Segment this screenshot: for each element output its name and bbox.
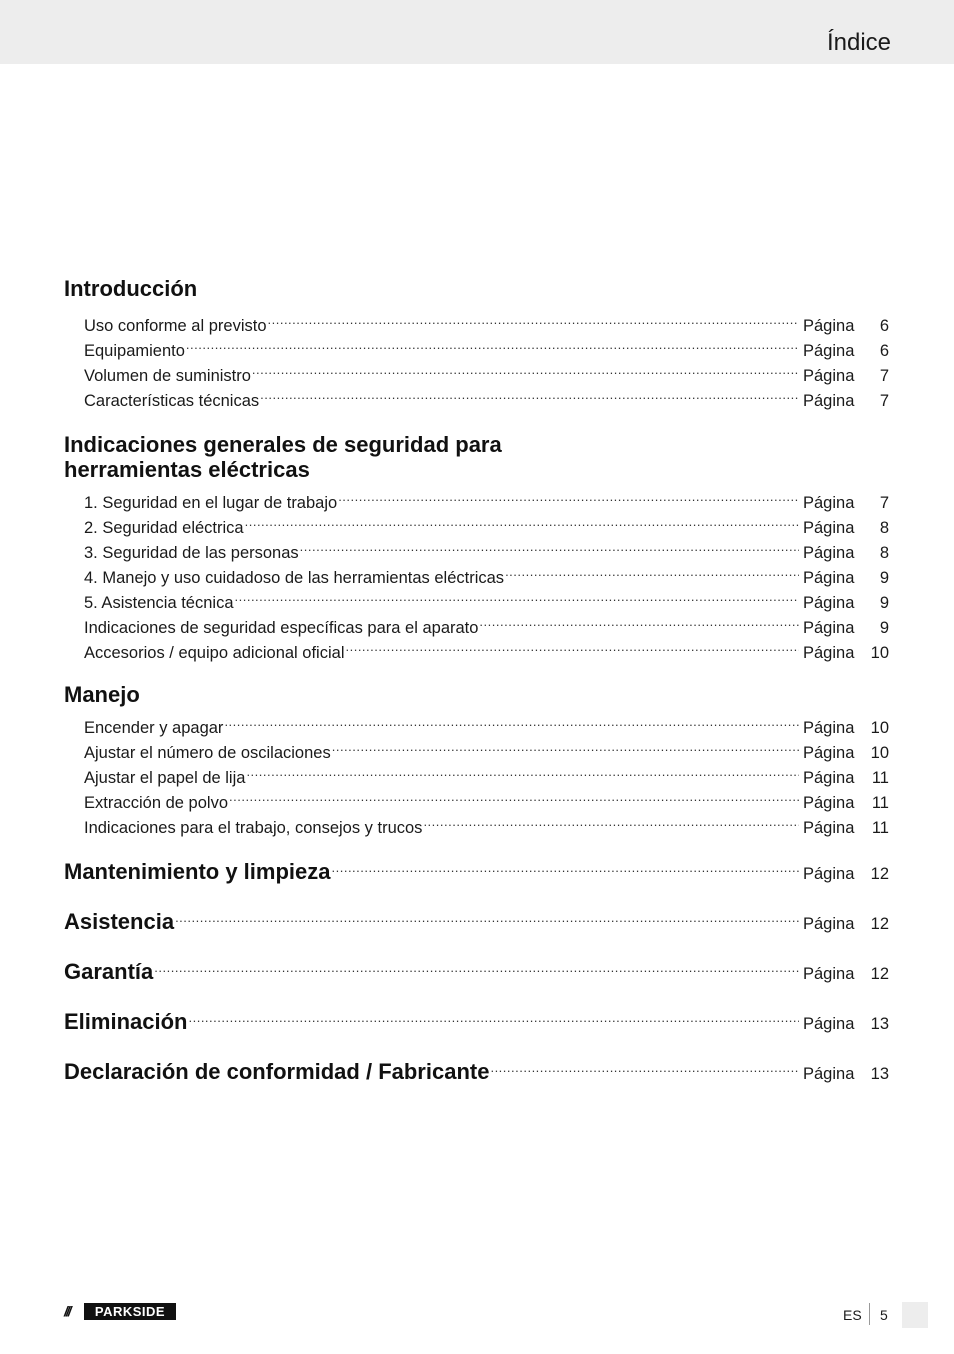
toc-entry-label: Volumen de suministro <box>84 367 251 385</box>
section-title-line: herramientas eléctricas <box>64 457 310 482</box>
dot-leader <box>345 633 799 658</box>
dot-leader <box>268 306 800 331</box>
dot-leader <box>229 783 799 808</box>
logo-wordmark: PARKSIDE <box>84 1303 176 1320</box>
toc-main-entry-label: Declaración de conformidad / Fabricante <box>64 1059 490 1084</box>
page-word: Página <box>803 594 855 612</box>
page-word: Página <box>803 644 855 662</box>
dot-leader <box>260 381 799 406</box>
toc-entry-label: Ajustar el número de oscilaciones <box>84 744 331 762</box>
page-number: 6 <box>879 342 889 360</box>
page-word: Página <box>803 342 855 360</box>
toc-main-entry-label: Eliminación <box>64 1009 188 1034</box>
page-number: 12 <box>870 965 889 983</box>
toc-main-entry[interactable] <box>64 901 889 933</box>
toc-entry-label: Encender y apagar <box>84 719 224 737</box>
footer-tab-marker <box>902 1302 928 1328</box>
toc-entry-label: 2. Seguridad eléctrica <box>84 519 244 537</box>
toc-entry[interactable] <box>84 356 889 385</box>
page-word: Página <box>803 794 855 812</box>
section-title-manejo: Manejo <box>64 682 140 707</box>
dot-leader <box>186 331 799 356</box>
page-title: Índice <box>826 29 891 56</box>
page-number: 10 <box>870 744 889 762</box>
page-number: 6 <box>879 317 889 335</box>
toc-entry-label: 5. Asistencia técnica <box>84 594 234 612</box>
header-band <box>0 0 954 64</box>
page-word: Página <box>803 1065 855 1083</box>
toc-entry-label: 3. Seguridad de las personas <box>84 544 299 562</box>
page-word: Página <box>803 965 855 983</box>
toc-entry-label: Ajustar el papel de lija <box>84 769 246 787</box>
page-word: Página <box>803 1015 855 1033</box>
logo-slashes: /// <box>64 1303 70 1319</box>
toc-main-entry-label: Garantía <box>64 959 154 984</box>
page-word: Página <box>803 519 855 537</box>
section-entries-seguridad <box>84 483 889 662</box>
page-number: 11 <box>871 819 889 837</box>
page-number: 12 <box>870 865 889 883</box>
page-number: 9 <box>879 569 889 587</box>
dot-leader <box>252 356 799 381</box>
dot-leader <box>235 583 800 608</box>
dot-leader <box>246 758 799 783</box>
parkside-logo <box>64 1303 176 1320</box>
toc-entry[interactable] <box>84 331 889 360</box>
toc-entry[interactable] <box>84 483 889 512</box>
section-entries-manejo <box>84 708 889 837</box>
page-number: 10 <box>870 644 889 662</box>
dot-leader <box>479 608 799 633</box>
table-of-contents <box>64 276 889 1083</box>
toc-main-entry[interactable] <box>64 1051 889 1083</box>
footer-language-code: ES <box>843 1307 862 1323</box>
page-number: 13 <box>870 1065 889 1083</box>
section-title-line: Indicaciones generales de seguridad para <box>64 432 502 457</box>
page-number: 8 <box>879 519 889 537</box>
toc-entry-label: Uso conforme al previsto <box>84 317 267 335</box>
page-number: 12 <box>870 915 889 933</box>
page-number: 11 <box>871 769 889 787</box>
toc-entry-label: 1. Seguridad en el lugar de trabajo <box>84 494 338 512</box>
page-word: Página <box>803 317 855 335</box>
page-number: 7 <box>879 367 889 385</box>
page-number: 9 <box>879 594 889 612</box>
page-number: 9 <box>879 619 889 637</box>
page-word: Página <box>803 569 855 587</box>
toc-main-entry[interactable] <box>64 851 889 883</box>
page-number: 7 <box>879 392 889 410</box>
page-word: Página <box>803 619 855 637</box>
dot-leader <box>245 508 799 533</box>
toc-main-entry[interactable] <box>64 1001 889 1033</box>
toc-entry-label: Indicaciones para el trabajo, consejos y trucos <box>84 819 423 837</box>
toc-entry-label: 4. Manejo y uso cuidadoso de las herramientas eléctricas <box>84 569 505 587</box>
page-number: 7 <box>879 494 889 512</box>
page-word: Página <box>803 719 855 737</box>
dot-leader <box>175 901 799 929</box>
page-word: Página <box>803 819 855 837</box>
dot-leader <box>224 708 799 733</box>
page-word: Página <box>803 494 855 512</box>
dot-leader <box>332 851 800 879</box>
page-word: Página <box>803 915 855 933</box>
section-title-seguridad <box>64 432 889 482</box>
page-word: Página <box>803 544 855 562</box>
page-word: Página <box>803 769 855 787</box>
toc-main-entry-label: Asistencia <box>64 909 175 934</box>
footer-divider <box>869 1303 870 1325</box>
toc-entry-label: Accesorios / equipo adicional oficial <box>84 644 345 662</box>
dot-leader <box>332 733 799 758</box>
toc-main-entry[interactable] <box>64 951 889 983</box>
toc-entry[interactable] <box>84 306 889 335</box>
toc-entry-label: Características técnicas <box>84 392 260 410</box>
page-word: Página <box>803 392 855 410</box>
footer-page-number: 5 <box>880 1307 888 1323</box>
toc-entry-label: Equipamiento <box>84 342 185 360</box>
page-word: Página <box>803 865 855 883</box>
page-number: 13 <box>870 1015 889 1033</box>
toc-entry-label: Extracción de polvo <box>84 794 228 812</box>
section-entries-introduccion <box>84 306 889 410</box>
dot-leader <box>188 1001 799 1029</box>
section-title-introduccion: Introducción <box>64 276 198 301</box>
page-word: Página <box>803 367 855 385</box>
dot-leader <box>154 951 799 979</box>
dot-leader <box>505 558 799 583</box>
dot-leader <box>338 483 799 508</box>
dot-leader <box>490 1051 799 1079</box>
toc-entry-label: Indicaciones de seguridad específicas para el aparato <box>84 619 479 637</box>
page-number: 10 <box>870 719 889 737</box>
dot-leader <box>423 808 799 833</box>
dot-leader <box>300 533 799 558</box>
toc-entry[interactable] <box>84 708 889 737</box>
page-number: 8 <box>879 544 889 562</box>
page-number: 11 <box>871 794 889 812</box>
toc-main-entry-label: Mantenimiento y limpieza <box>64 859 331 884</box>
page-word: Página <box>803 744 855 762</box>
